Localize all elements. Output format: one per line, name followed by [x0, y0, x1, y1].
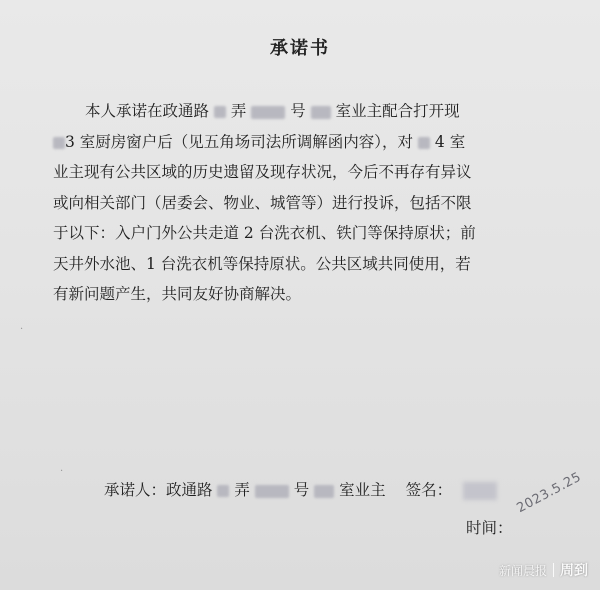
watermark-logo	[499, 560, 588, 580]
redacted-block	[314, 485, 334, 498]
line-1-text-b: 弄	[230, 102, 247, 120]
signature-row	[104, 478, 497, 500]
paragraph-line-4: 或向相关部门（居委会、物业、城管等）进行投诉，包括不限	[53, 193, 472, 212]
document-title: 承诺书	[270, 38, 330, 59]
paragraph-line-5: 于以下：入户门外公共走道 2 台洗衣机、铁门等保持原状；前	[53, 224, 476, 242]
redacted-block	[53, 137, 65, 149]
signature-number: 号	[293, 481, 310, 499]
redacted-block	[217, 485, 229, 497]
commitment-paragraph	[53, 96, 553, 310]
redacted-block	[255, 485, 289, 498]
handwritten-date: 2023.5.25	[514, 469, 584, 517]
paragraph-line-1	[53, 96, 553, 127]
redacted-block	[251, 106, 285, 119]
redacted-block	[311, 106, 331, 119]
paragraph-line-6: 天井外水池、1 台洗衣机等保持原状。公共区域共同使用，若	[53, 254, 471, 273]
redacted-block	[418, 137, 430, 149]
signature-lane: 弄	[234, 481, 250, 499]
paper-dot: ·	[20, 324, 24, 335]
paragraph-line-2	[53, 127, 553, 158]
line-2-text-b: 4 室	[434, 132, 466, 151]
watermark-divider	[553, 563, 554, 577]
promisor-label: 承诺人：政通路	[104, 481, 213, 499]
line-1-text-a: 本人承诺在政通路	[85, 102, 210, 120]
line-1-text-d: 室业主配合打开现	[335, 102, 460, 120]
paper-dot: ·	[60, 466, 64, 477]
signature-room-owner: 室业主	[339, 481, 386, 499]
time-row	[466, 516, 513, 538]
watermark-brand-2: 周到	[560, 563, 588, 579]
redacted-block	[214, 106, 226, 118]
sign-label: 签名：	[405, 481, 453, 499]
watermark-brand-1: 新闻晨报	[498, 563, 547, 578]
paragraph-line-3: 业主现有公共区域的历史遗留及现存状况，今后不再存有异议	[53, 163, 472, 181]
line-1-text-c: 号	[290, 102, 306, 120]
paragraph-line-7: 有新问题产生，共同友好协商解决。	[53, 285, 302, 303]
time-label: 时间：	[466, 519, 513, 537]
redacted-signature	[463, 482, 497, 500]
line-2-text-a: 3 室厨房窗户后（见五角场司法所调解函内容），对	[65, 132, 414, 151]
